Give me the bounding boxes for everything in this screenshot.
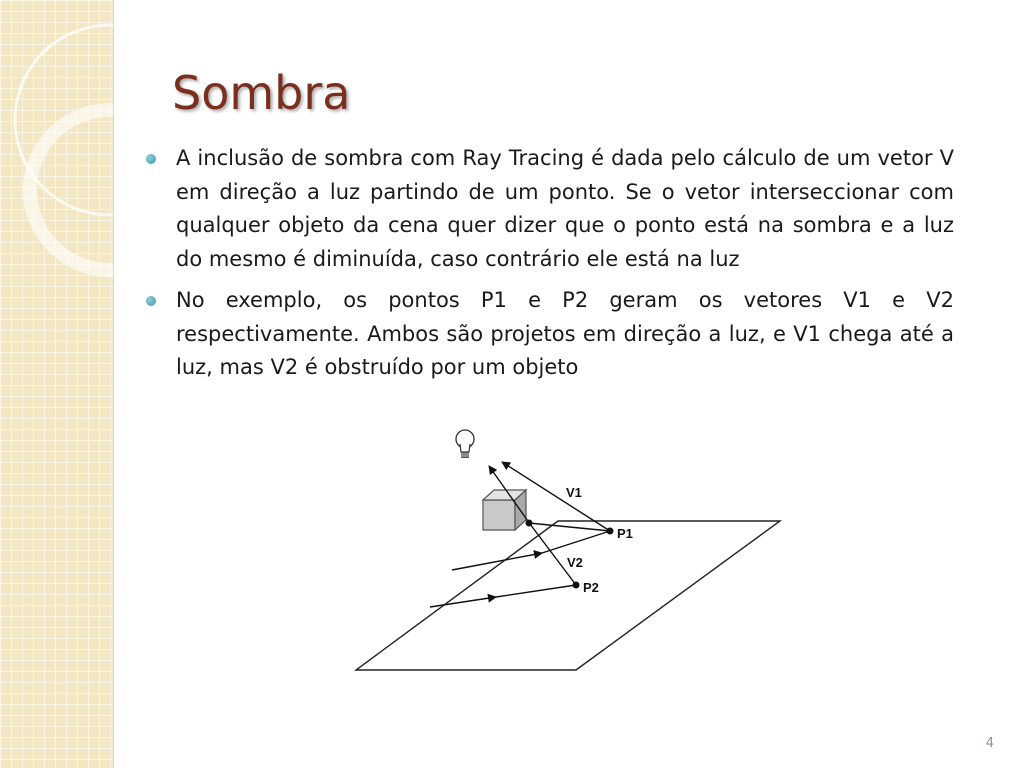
decorative-sidebar <box>0 0 114 768</box>
bullet-item <box>142 284 954 385</box>
incoming-ray-1 <box>452 553 542 570</box>
incoming-ray-2-continuation <box>496 585 576 597</box>
incoming-ray-2 <box>430 597 496 607</box>
point-p2 <box>573 582 580 589</box>
ray-segment <box>529 523 610 531</box>
label-v2: V2 <box>567 555 583 570</box>
slide-number: 4 <box>985 736 994 751</box>
lightbulb-icon <box>456 430 474 458</box>
bullet-list <box>142 142 954 393</box>
bullet-text: A inclusão de sombra com Ray Tracing é dada pelo cálculo de um vetor V em direção a luz partindo de um ponto. Se o vetor interseccionar com qualquer objeto da cena quer dizer que o ponto está na sombra e a luz do mesmo é diminuída, caso contrário ele está na luz <box>176 146 954 271</box>
label-p2: P2 <box>583 580 599 595</box>
point-p1 <box>607 528 614 535</box>
incoming-ray-1-continuation <box>542 531 610 553</box>
bullet-dot-icon <box>146 154 156 164</box>
slide-title: Sombra <box>172 66 351 120</box>
sidebar-rings-decoration <box>0 0 113 768</box>
label-v1: V1 <box>566 485 582 500</box>
bullet-dot-icon <box>146 296 156 306</box>
ground-plane <box>356 521 780 670</box>
bullet-item <box>142 142 954 276</box>
label-p1: P1 <box>617 526 633 541</box>
shadow-ray-diagram <box>340 420 790 680</box>
bullet-text: No exemplo, os pontos P1 e P2 geram os vetores V1 e V2 respectivamente. Ambos são projetos em direção a luz, e V1 chega até a luz, mas V2 é obstruído por um objeto <box>176 288 954 379</box>
